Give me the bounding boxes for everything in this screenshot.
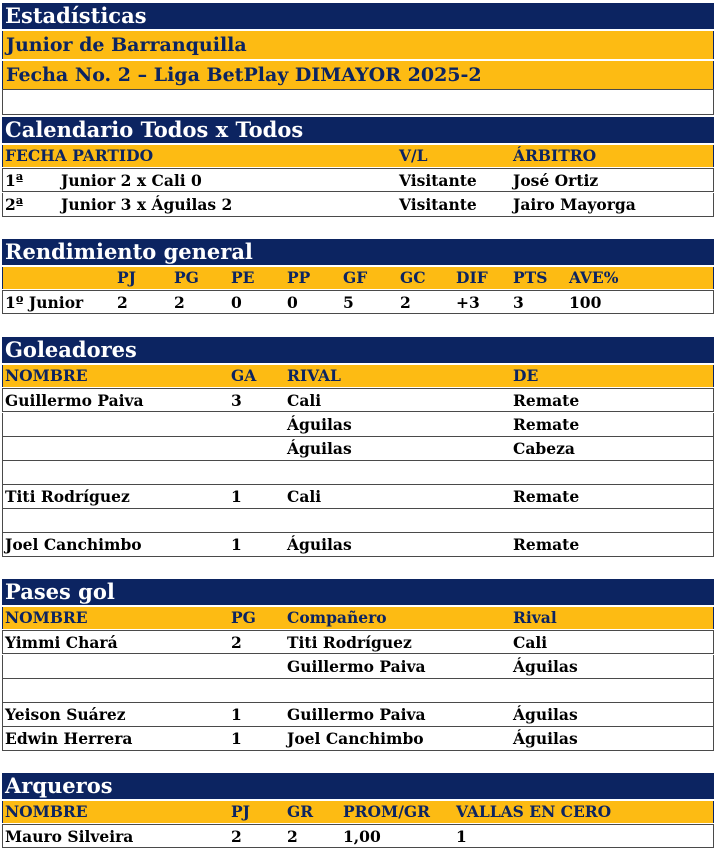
nombre-cell: Yimmi Chará [5,633,118,652]
dif-cell: +3 [456,293,480,312]
table-row [2,655,714,679]
nombre-cell: Guillermo Paiva [5,391,144,410]
de-cell: Cabeza [513,439,575,458]
vallas-cell: 1 [456,827,467,846]
table-row [2,437,714,461]
col-nombre: NOMBRE [5,366,88,385]
partido-cell: Junior 2 x Cali 0 [61,171,202,190]
prom-cell: 1,00 [343,827,381,846]
pases-title-bar [2,579,714,605]
arqueros-header-row [2,801,714,823]
rival-cell: Águilas [513,729,578,748]
rendimiento-title-bar [2,239,714,265]
team-name: Junior de Barranquilla [6,34,247,56]
pg-cell: 1 [231,705,242,724]
de-cell: Remate [513,487,580,506]
rival-cell: Cali [287,391,322,410]
calendario-title: Calendario Todos x Todos [5,117,304,142]
nombre-cell: Titi Rodríguez [5,487,130,506]
pj-cell: 2 [231,827,242,846]
table-row [2,630,714,654]
rival-cell: Águilas [287,535,352,554]
companero-cell: Titi Rodríguez [287,633,412,652]
col-prom-gr: PROM/GR [343,802,430,821]
page-title: Estadísticas [5,3,147,28]
col-ave: AVE% [569,268,619,287]
de-cell: Remate [513,535,580,554]
pts-cell: 3 [513,293,524,312]
col-dif: DIF [456,268,488,287]
pg-cell: 2 [231,633,242,652]
col-rival: RIVAL [287,366,341,385]
table-row [2,168,714,192]
col-pg: PG [231,608,256,627]
pases-header-row [2,607,714,629]
col-gr: GR [287,802,314,821]
gc-cell: 2 [400,293,411,312]
rival-cell: Águilas [287,415,352,434]
calendario-header-row [2,145,714,167]
nombre-cell: Edwin Herrera [5,729,133,748]
col-ga: GA [231,366,257,385]
col-nombre: NOMBRE [5,802,88,821]
pj-cell: 2 [117,293,128,312]
gf-cell: 5 [343,293,354,312]
rival-cell: Águilas [287,439,352,458]
companero-cell: Joel Canchimbo [287,729,424,748]
table-row [2,461,714,485]
table-row [2,290,714,314]
col-fecha-partido: FECHA PARTIDO [5,146,154,165]
pg-cell: 1 [231,729,242,748]
fixture-label: Fecha No. 2 – Liga BetPlay DIMAYOR 2025-2 [6,64,482,86]
col-gf: GF [343,268,368,287]
pe-cell: 0 [231,293,242,312]
partido-cell: Junior 3 x Águilas 2 [61,195,233,214]
col-pts: PTS [513,268,548,287]
team-cell: 1º Junior [5,293,84,312]
nombre-cell: Yeison Suárez [5,705,126,724]
col-vallas: VALLAS EN CERO [456,802,612,821]
vl-cell: Visitante [399,171,477,190]
col-companero: Compañero [287,608,387,627]
team-banner [2,31,714,59]
col-vl: V/L [399,146,428,165]
table-row [2,388,714,412]
page-title-bar [2,3,714,29]
goleadores-title-bar [2,337,714,363]
table-row [2,703,714,727]
vl-cell: Visitante [399,195,477,214]
table-row [2,193,714,217]
gr-cell: 2 [287,827,298,846]
ga-cell: 1 [231,535,242,554]
table-row [2,533,714,557]
col-pe: PE [231,268,255,287]
table-row [2,509,714,533]
table-row [2,727,714,751]
pases-title: Pases gol [5,579,115,604]
de-cell: Remate [513,415,580,434]
table-row [2,824,714,848]
arqueros-title-bar [2,773,714,799]
col-arbitro: ÁRBITRO [513,146,597,165]
nombre-cell: Joel Canchimbo [5,535,142,554]
col-pj: PJ [231,802,250,821]
col-pp: PP [287,268,311,287]
col-de: DE [513,366,539,385]
rival-cell: Cali [513,633,548,652]
ga-cell: 1 [231,487,242,506]
table-row [2,485,714,509]
fecha-cell: 2ª [5,195,24,214]
pp-cell: 0 [287,293,298,312]
rendimiento-title: Rendimiento general [5,239,253,264]
arqueros-title: Arqueros [5,773,113,798]
arbitro-cell: Jairo Mayorga [513,195,636,214]
goleadores-header-row [2,365,714,387]
de-cell: Remate [513,391,580,410]
col-gc: GC [400,268,426,287]
companero-cell: Guillermo Paiva [287,657,426,676]
col-rival: Rival [513,608,557,627]
col-pg: PG [174,268,199,287]
fixture-banner [2,61,714,89]
pg-cell: 2 [174,293,185,312]
table-row [2,413,714,437]
col-pj: PJ [117,268,136,287]
col-nombre: NOMBRE [5,608,88,627]
rendimiento-header-row [2,267,714,289]
rival-cell: Cali [287,487,322,506]
nombre-cell: Mauro Silveira [5,827,134,846]
goleadores-title: Goleadores [5,337,137,362]
fecha-cell: 1ª [5,171,24,190]
arbitro-cell: José Ortiz [513,171,599,190]
ave-cell: 100 [569,293,602,312]
companero-cell: Guillermo Paiva [287,705,426,724]
spacer-row [2,89,714,115]
rival-cell: Águilas [513,705,578,724]
table-row [2,679,714,703]
ga-cell: 3 [231,391,242,410]
calendario-title-bar [2,117,714,143]
rival-cell: Águilas [513,657,578,676]
